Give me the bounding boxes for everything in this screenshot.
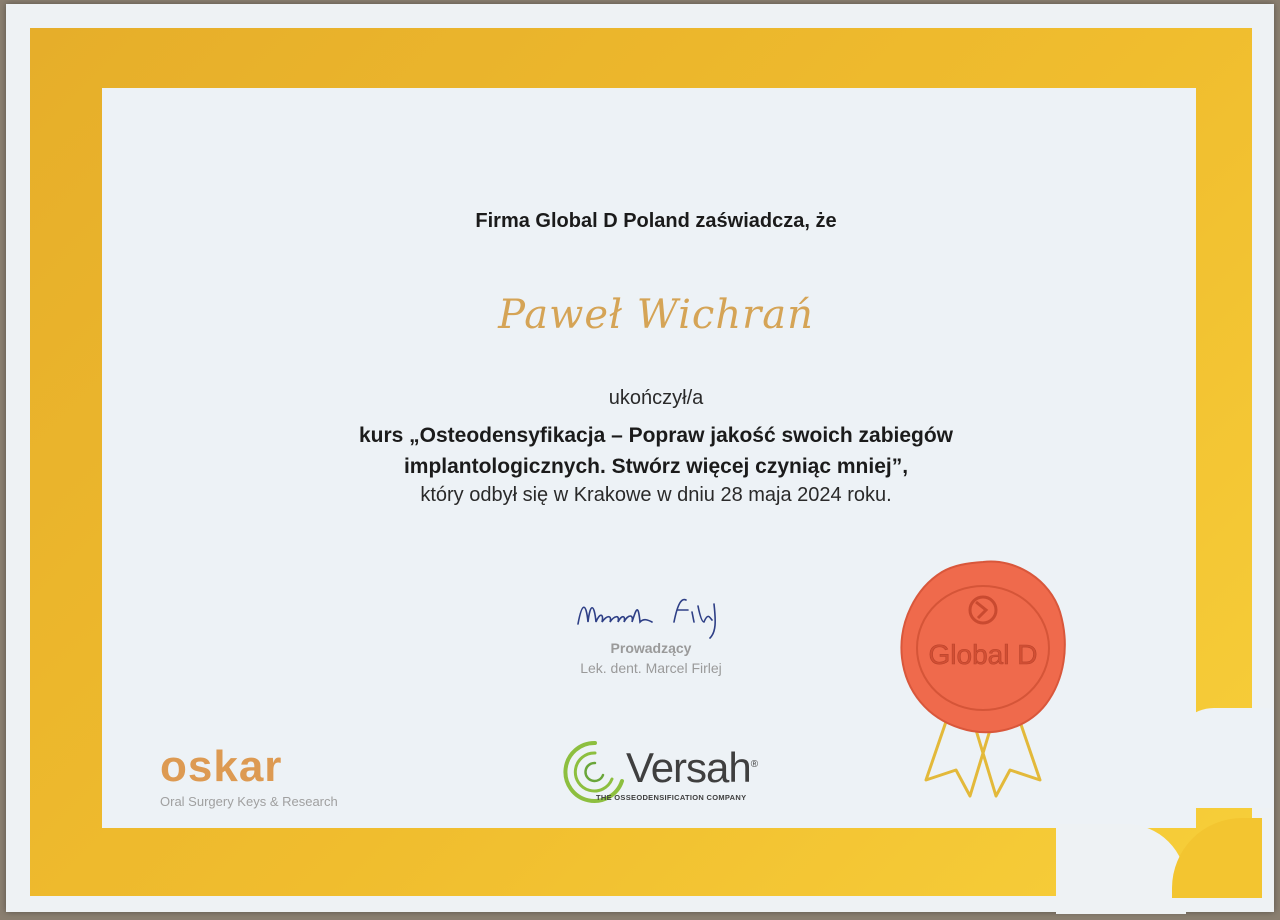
frame-cutout-right: [1174, 708, 1274, 808]
signatory-name: Lek. dent. Marcel Firlej: [580, 660, 722, 676]
oskar-tagline: Oral Surgery Keys & Research: [160, 794, 338, 809]
place-date-text: który odbył się w Krakowe w dniu 28 maja 2024 roku.: [420, 484, 892, 506]
certificate-sheet: [6, 4, 1274, 912]
versah-tagline: THE OSSEODENSIFICATION COMPANY: [596, 793, 747, 802]
handwritten-signature: [574, 592, 774, 642]
recipient-name: Paweł Wichrań: [498, 292, 814, 338]
certificate-intro: Firma Global D Poland zaświadcza, że: [475, 210, 837, 232]
oskar-logo-text: oskar: [160, 742, 283, 791]
signatory-role: Prowadzący: [610, 640, 692, 656]
registered-mark: ®: [750, 759, 758, 770]
seal-text: Global D: [928, 639, 1038, 670]
global-d-wax-seal: [898, 560, 1068, 810]
course-title-line-1: kurs „Osteodensyfikacja – Popraw jakość swoich zabiegów: [358, 424, 954, 447]
course-title: [206, 420, 1106, 482]
course-title-line-2: implantologicznych. Stwórz więcej czyniąc mniej”,: [403, 455, 909, 478]
completion-text: ukończył/a: [608, 387, 704, 409]
versah-logo-text: Versah®: [626, 744, 758, 791]
